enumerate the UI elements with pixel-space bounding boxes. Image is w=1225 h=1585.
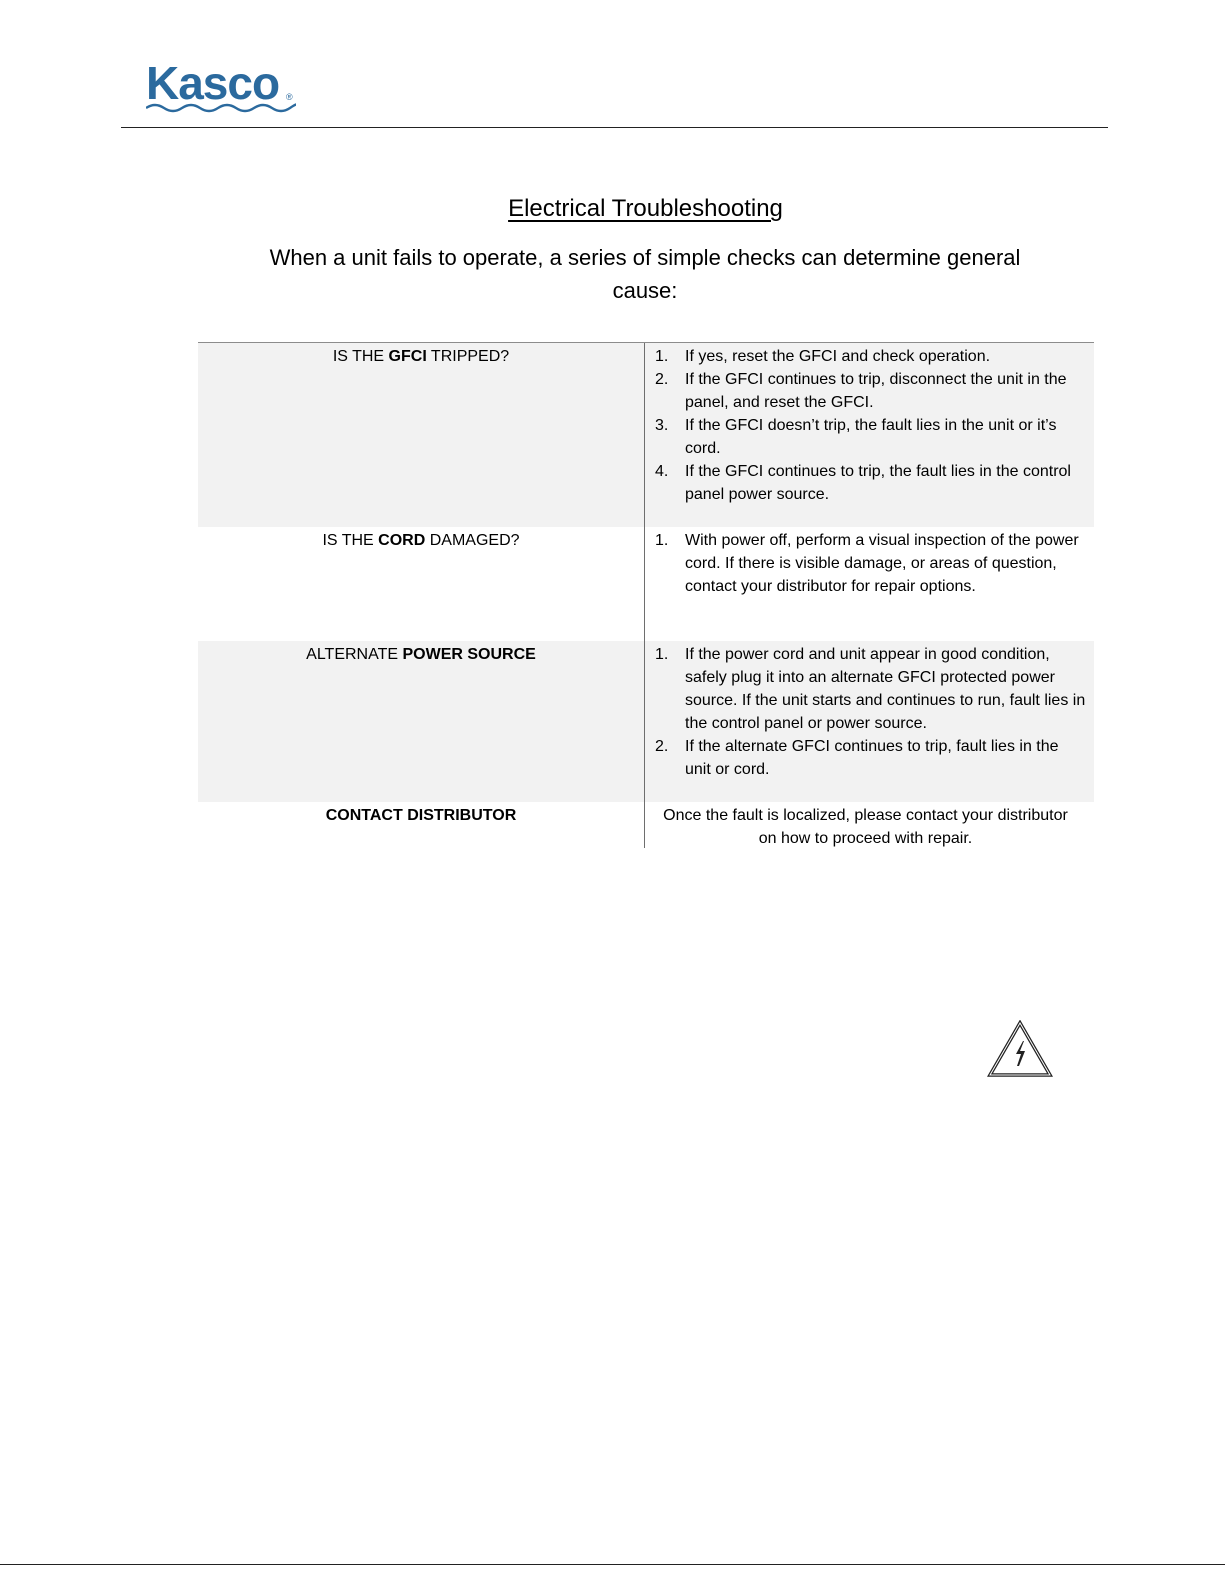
- electrical-hazard-icon: [987, 1020, 1053, 1078]
- label-keyword: CORD: [378, 532, 426, 549]
- kasco-logo: [146, 58, 296, 114]
- table-row: [198, 802, 1094, 848]
- logo-wordmark: Kasco: [146, 57, 280, 109]
- step-text: If yes, reset the GFCI and check operation.: [685, 348, 991, 365]
- row-label: [198, 802, 645, 848]
- step-text: If the power cord and unit appear in good condition, safely plug it into an alternate GFCI protected power source. If the unit starts and continues to run, fault lies in the control panel or power source.: [685, 646, 1086, 732]
- list-item: [655, 643, 1086, 735]
- step-text: If the GFCI continues to trip, disconnect the unit in the panel, and reset the GFCI.: [685, 371, 1067, 411]
- step-text: If the GFCI doesn’t trip, the fault lies in the unit or it’s cord.: [685, 417, 1057, 457]
- label-prefix: ALTERNATE: [306, 646, 403, 663]
- footer-divider: [0, 1564, 1225, 1565]
- row-steps: [645, 527, 1094, 641]
- label-keyword: POWER SOURCE: [402, 646, 536, 663]
- list-item: [655, 735, 1086, 781]
- list-item: [655, 345, 1086, 368]
- table-row: [198, 527, 1094, 641]
- label-keyword: CONTACT DISTRIBUTOR: [325, 807, 517, 824]
- troubleshooting-table: [198, 342, 1094, 848]
- table-row: [198, 641, 1094, 802]
- label-suffix: TRIPPED?: [426, 348, 510, 365]
- row-label: [198, 641, 645, 802]
- contact-note: Once the fault is localized, please contact your distributor on how to proceed with repair.: [663, 807, 1068, 847]
- step-number: 4.: [655, 463, 669, 480]
- list-item: [655, 460, 1086, 506]
- row-steps: [645, 343, 1094, 527]
- header-divider: [121, 127, 1108, 128]
- list-item: [655, 414, 1086, 460]
- step-number: 1.: [655, 532, 669, 549]
- step-number: 2.: [655, 738, 669, 755]
- label-prefix: IS THE: [332, 348, 389, 365]
- page-subtitle: When a unit fails to operate, a series of simple checks can determine general cause:: [269, 245, 1021, 303]
- table-row: [198, 343, 1094, 527]
- step-number: 1.: [655, 348, 669, 365]
- step-text: If the GFCI continues to trip, the fault lies in the control panel power source.: [685, 463, 1071, 503]
- list-item: [655, 368, 1086, 414]
- step-text: If the alternate GFCI continues to trip, fault lies in the unit or cord.: [685, 738, 1059, 778]
- page-title: Electrical Troubleshooting: [508, 195, 783, 222]
- registered-mark: ®: [286, 92, 293, 102]
- step-number: 3.: [655, 417, 669, 434]
- step-number: 1.: [655, 646, 669, 663]
- row-steps: [645, 641, 1094, 802]
- list-item: [655, 529, 1086, 598]
- wave-icon: [146, 102, 296, 114]
- label-suffix: DAMAGED?: [425, 532, 520, 549]
- step-number: 2.: [655, 371, 669, 388]
- label-prefix: IS THE: [322, 532, 379, 549]
- row-label: [198, 343, 645, 527]
- step-text: With power off, perform a visual inspection of the power cord. If there is visible damage, or areas of question, contact your distributor for repair options.: [685, 532, 1079, 595]
- label-keyword: GFCI: [388, 348, 427, 365]
- row-label: [198, 527, 645, 641]
- row-note: [645, 802, 1094, 848]
